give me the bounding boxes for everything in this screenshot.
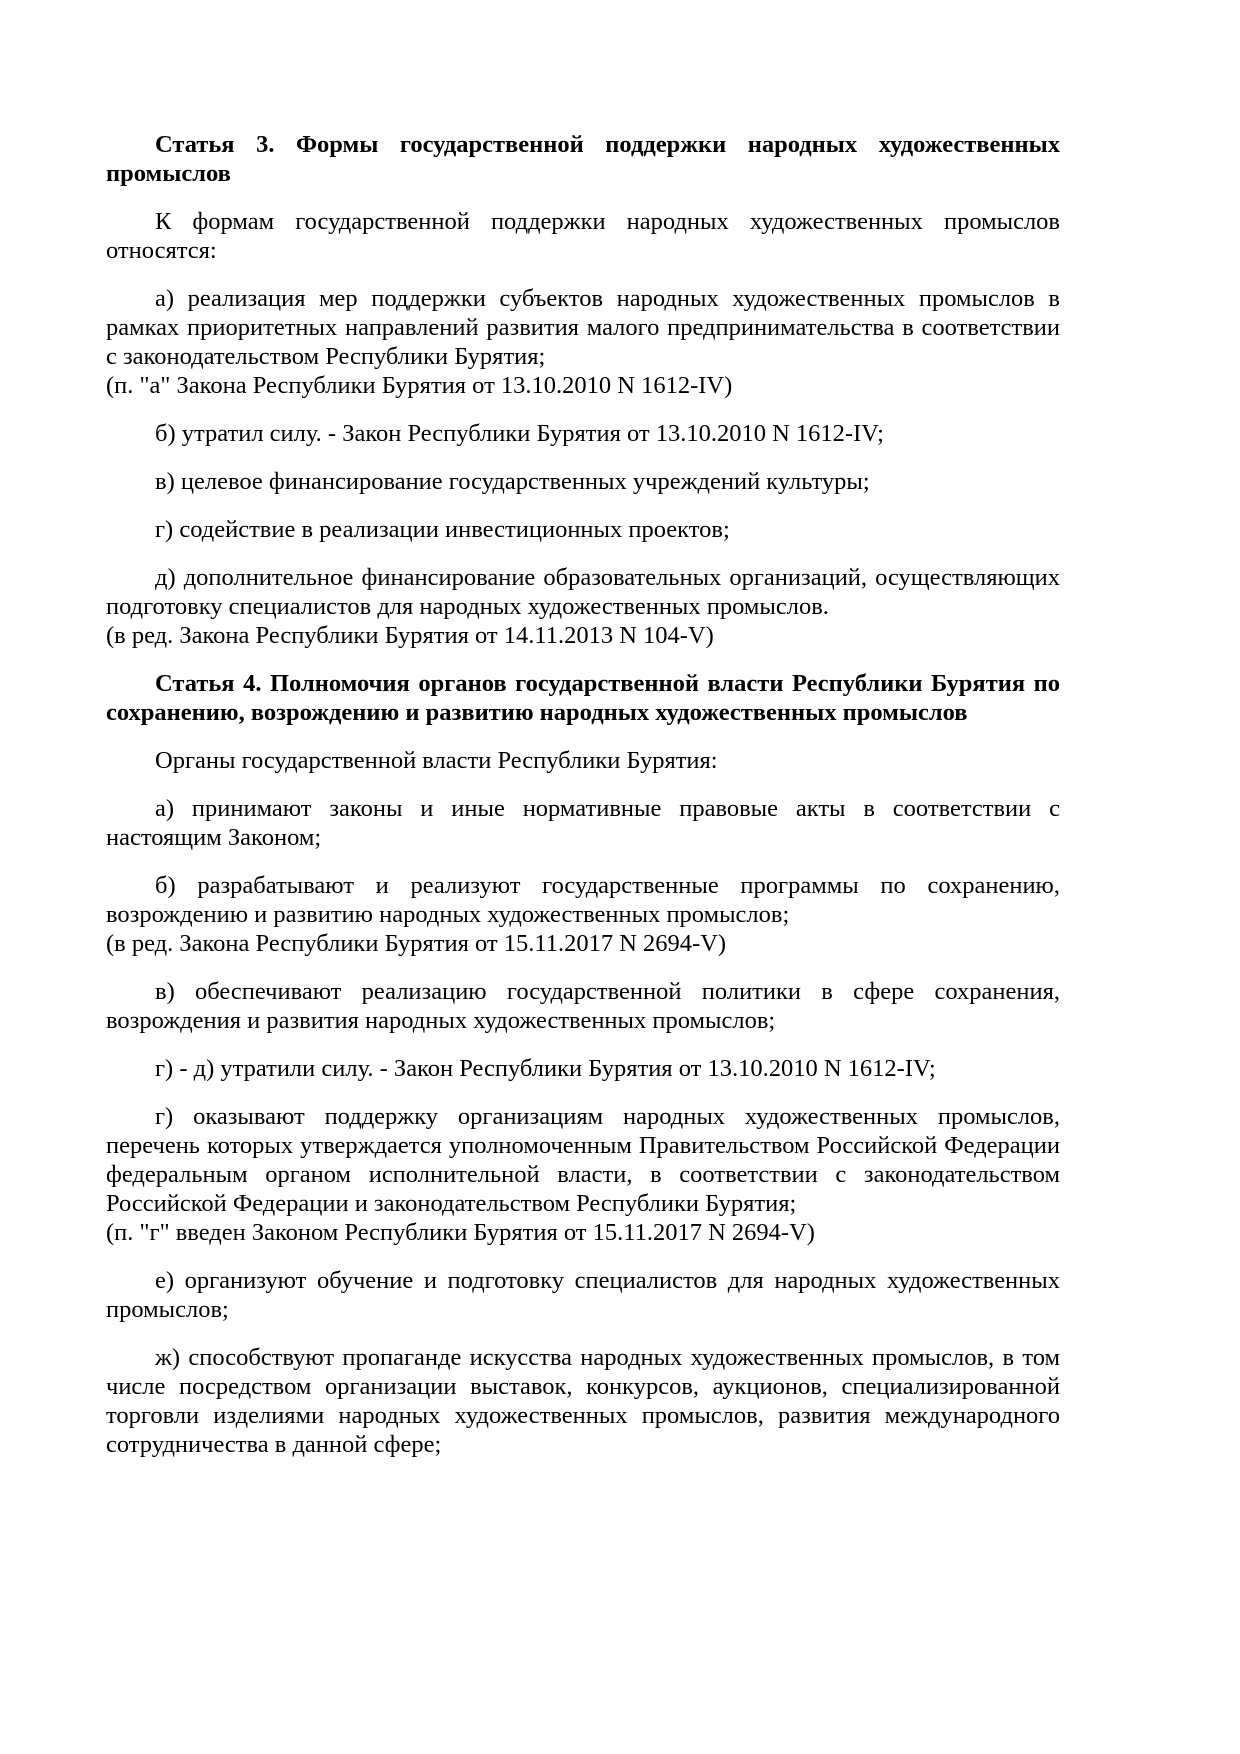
paragraph: г) содействие в реализации инвестиционных проектов;	[155, 516, 730, 543]
article-heading: Статья 3. Формы государственной поддержки народных художественных промыслов	[106, 131, 1060, 187]
paragraph: в) обеспечивают реализацию государственной политики в сфере сохранения, возрождения и развития народных художественных промыслов;	[106, 978, 1060, 1034]
paragraph: г) - д) утратили силу. - Закон Республики Бурятия от 13.10.2010 N 1612-IV;	[155, 1055, 936, 1082]
paragraph-block	[106, 977, 1060, 1035]
paragraph-block	[106, 1266, 1060, 1324]
paragraph-block	[106, 1054, 1060, 1083]
paragraph-block	[106, 207, 1060, 265]
article-heading: Статья 4. Полномочия органов государственной власти Республики Бурятия по сохранению, возрождению и развитию народных художественных промыслов	[106, 670, 1060, 726]
paragraph-block	[106, 1343, 1060, 1459]
paragraph: К формам государственной поддержки народных художественных промыслов относятся:	[106, 208, 1060, 264]
paragraph: Органы государственной власти Республики Бурятия:	[155, 747, 718, 774]
paragraph-block	[106, 284, 1060, 400]
paragraph: г) оказывают поддержку организациям народных художественных промыслов, перечень которых утверждается уполномоченным Правительством Российской Федерации федеральным органом исполнительной власти, в соответствии с законодательством Российской Федерации и законодательством Республики Бурятия;	[106, 1103, 1060, 1217]
amendment-note: (в ред. Закона Республики Бурятия от 14.11.2013 N 104-V)	[106, 622, 714, 649]
paragraph: ж) способствуют пропаганде искусства народных художественных промыслов, в том числе посредством организации выставок, конкурсов, аукционов, специализированной торговли изделиями народных художественных промыслов, развития международного сотрудничества в данной сфере;	[106, 1344, 1060, 1458]
paragraph-block	[106, 794, 1060, 852]
paragraph: в) целевое финансирование государственных учреждений культуры;	[155, 468, 870, 495]
paragraph: е) организуют обучение и подготовку специалистов для народных художественных промыслов;	[106, 1267, 1060, 1323]
paragraph-block	[106, 871, 1060, 958]
paragraph-block	[106, 515, 1060, 544]
amendment-note: (п. "г" введен Законом Республики Бурятия от 15.11.2017 N 2694-V)	[106, 1219, 815, 1246]
paragraph-block	[106, 467, 1060, 496]
paragraph-block	[106, 563, 1060, 650]
article-3-section	[106, 130, 1060, 650]
article-4-section	[106, 669, 1060, 1459]
paragraph: д) дополнительное финансирование образовательных организаций, осуществляющих подготовку специалистов для народных художественных промыслов.	[106, 564, 1060, 620]
paragraph: б) разрабатывают и реализуют государственные программы по сохранению, возрождению и развитию народных художественных промыслов;	[106, 872, 1060, 928]
amendment-note: (п. "а" Закона Республики Бурятия от 13.10.2010 N 1612-IV)	[106, 372, 733, 399]
paragraph-block	[106, 746, 1060, 775]
amendment-note: (в ред. Закона Республики Бурятия от 15.11.2017 N 2694-V)	[106, 930, 727, 957]
paragraph: а) принимают законы и иные нормативные правовые акты в соответствии с настоящим Законом;	[106, 795, 1060, 851]
paragraph-block	[106, 419, 1060, 448]
paragraph: б) утратил силу. - Закон Республики Бурятия от 13.10.2010 N 1612-IV;	[155, 420, 884, 447]
paragraph-block	[106, 1102, 1060, 1247]
paragraph: а) реализация мер поддержки субъектов народных художественных промыслов в рамках приоритетных направлений развития малого предпринимательства в соответствии с законодательством Республики Бурятия;	[106, 285, 1060, 370]
